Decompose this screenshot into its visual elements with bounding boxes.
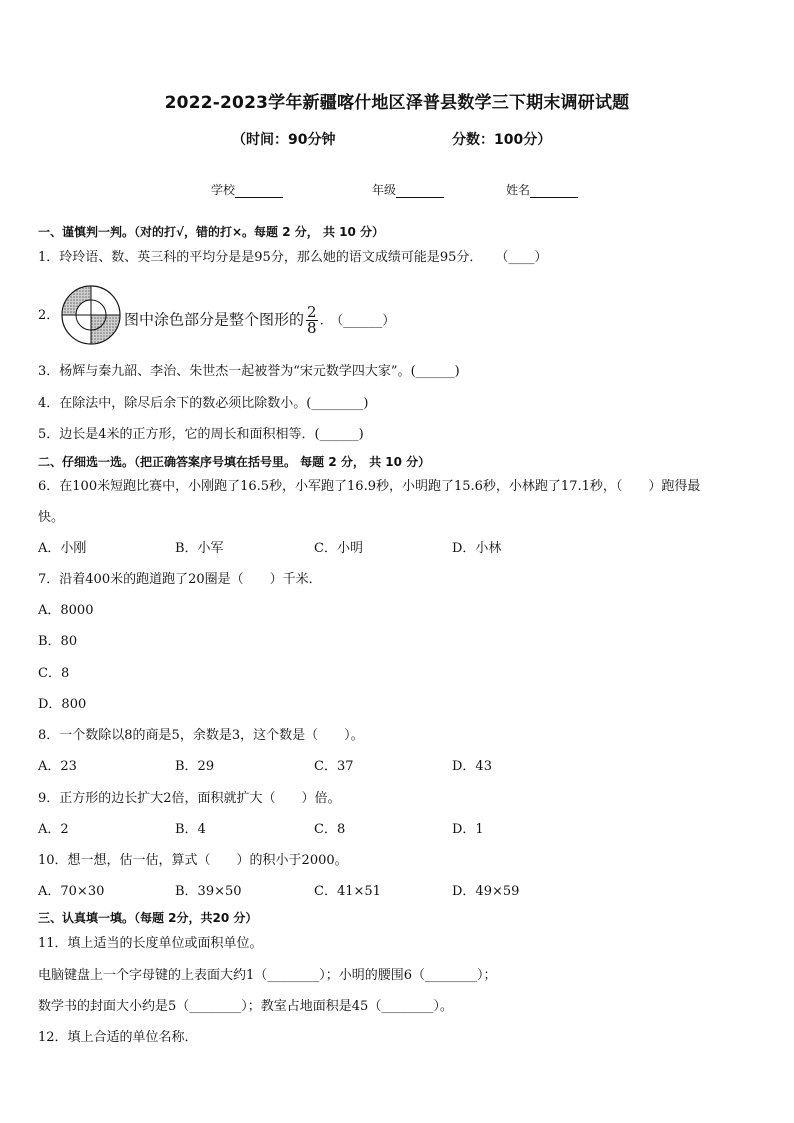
q10-option-a: A．70×30 (38, 884, 105, 899)
q9-option-c: C．8 (314, 822, 346, 837)
question-6: 6．在100米短跑比赛中，小刚跑了16.5秒，小军跑了16.9秒，小明跑了15.6秒，小林跑了17.1秒，（ ）跑得最 (38, 479, 701, 494)
q6-option-c: C．小明 (314, 541, 363, 556)
q9-option-d: D．1 (452, 822, 484, 837)
q10-option-c: C．41×51 (314, 884, 381, 899)
q9-option-b: B．4 (175, 822, 206, 837)
question-4: 4．在除法中，除尽后余下的数必须比除数小。(________) (38, 396, 369, 411)
time-label: （时间：90分钟 (232, 132, 336, 148)
q10-option-d: D．49×59 (452, 884, 520, 899)
q7-option-d: D．800 (38, 697, 87, 712)
question-7: 7．沿着400米的跑道跑了20圈是（ ）千米． (38, 572, 322, 587)
grade-field (372, 181, 444, 198)
q8-option-a: A．23 (38, 759, 77, 774)
question-6-continued: 快。 (38, 510, 65, 525)
question-2-text (124, 305, 395, 336)
school-field (211, 181, 283, 198)
fraction-numerator: 2 (307, 303, 317, 321)
page-title: 2022-2023学年新疆喀什地区泽普县数学三下期末调研试题 (164, 93, 630, 113)
q8-option-c: C．37 (314, 759, 354, 774)
q6-option-d: D．小林 (452, 541, 502, 556)
question-8: 8．一个数除以8的商是5，余数是3，这个数是（ ）。 (38, 728, 364, 743)
school-label: 学校 (211, 183, 236, 197)
question-2-blank: . （______） (319, 313, 396, 329)
question-10: 10．想一想，估一估，算式（ ）的积小于2000。 (38, 853, 348, 868)
name-field (506, 181, 578, 198)
q8-option-d: D．43 (452, 759, 492, 774)
q7-option-a: A．8000 (38, 603, 94, 618)
question-1: 1．玲玲语、数、英三科的平均分是是95分，那么她的语文成绩可能是95分． （____） (38, 250, 548, 265)
question-11-line-1: 电脑键盘上一个字母键的上表面大约1（________）；小明的腰围6（________）； (38, 968, 497, 983)
q6-option-b: B．小军 (175, 541, 224, 556)
q6-option-a: A．小刚 (38, 541, 87, 556)
question-12: 12．填上合适的单位名称． (38, 1030, 198, 1045)
grade-label: 年级 (372, 183, 397, 197)
score-label: 分数：100分） (452, 132, 552, 148)
question-11: 11．填上适当的长度单位或面积单位。 (38, 936, 263, 951)
name-label: 姓名 (506, 183, 531, 197)
section2-heading: 二、仔细选一选。（把正确答案序号填在括号里。 每题 2 分， 共 10 分） (38, 455, 431, 469)
question-9: 9．正方形的边长扩大2倍，面积就扩大（ ）倍。 (38, 791, 341, 806)
question-2-number: 2． (38, 308, 60, 323)
q8-option-b: B．29 (175, 759, 215, 774)
question-5: 5．边长是4米的正方形，它的周长和面积相等．(______) (38, 427, 364, 442)
question-3: 3．杨辉与秦九韶、李治、朱世杰一起被誉为“宋元数学四大家”。(______) (38, 364, 460, 379)
q9-option-a: A．2 (38, 822, 69, 837)
circle-figure (58, 284, 124, 346)
school-blank (235, 185, 283, 198)
q7-option-c: C．8 (38, 666, 70, 681)
q7-option-b: B．80 (38, 634, 78, 649)
section1-heading: 一、谨慎判一判。（对的打√，错的打×。每题 2 分， 共 10 分） (38, 225, 384, 239)
grade-blank (396, 185, 444, 198)
section3-heading: 三、认真填一填。（每题 2分，共20 分） (38, 911, 258, 925)
q10-option-b: B．39×50 (175, 884, 242, 899)
name-blank (530, 185, 578, 198)
question-2-statement: 图中涂色部分是整个图形的 (124, 310, 305, 329)
fraction (306, 305, 318, 336)
fraction-denominator: 8 (307, 319, 317, 337)
question-11-line-2: 数学书的封面大小约是5（________）；教室占地面积是45（________）。 (38, 999, 453, 1014)
